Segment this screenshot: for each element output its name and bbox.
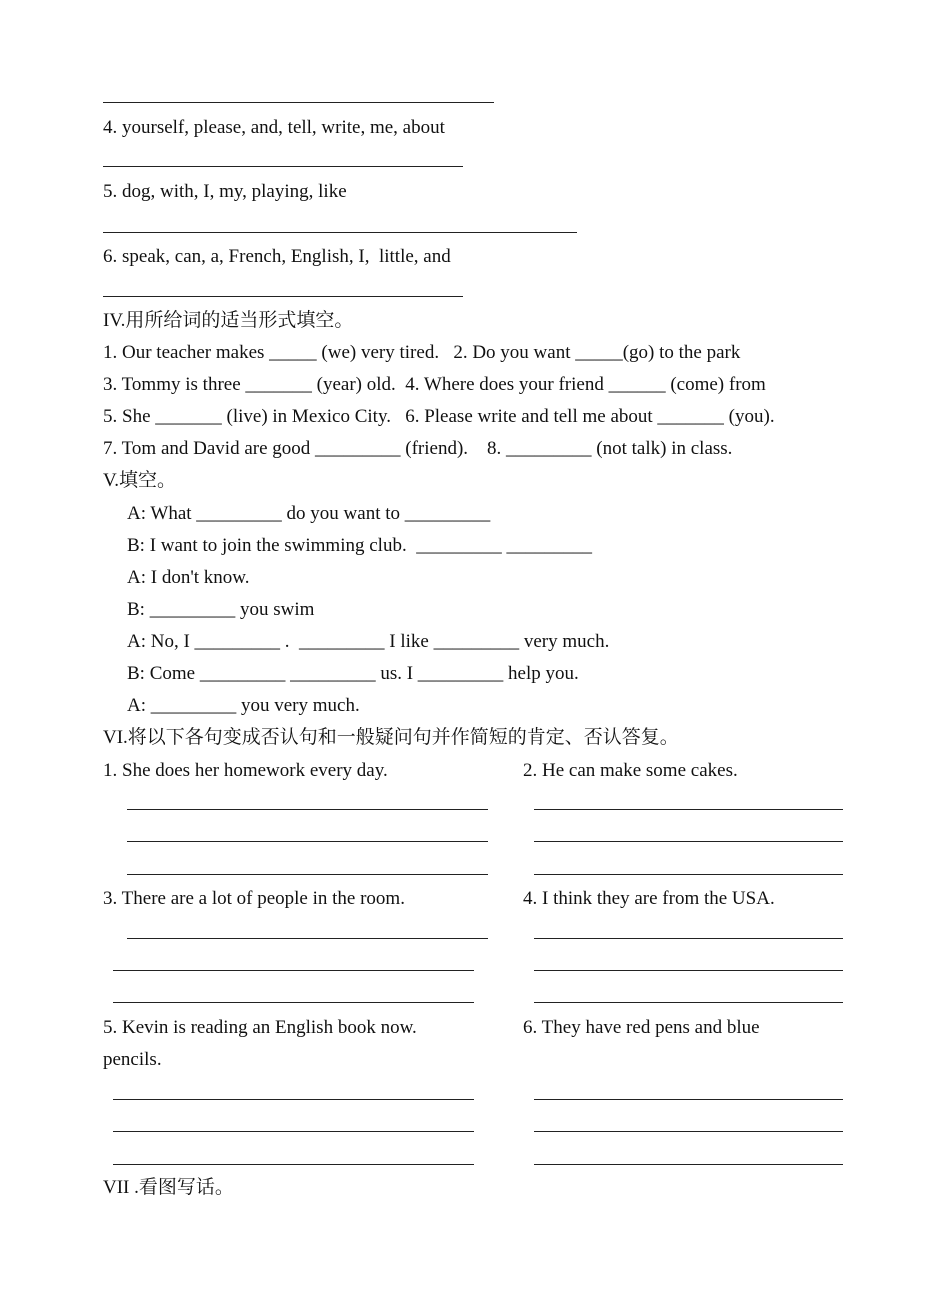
answer-line[interactable] — [127, 841, 488, 842]
section-4-line-1: 1. Our teacher makes _____ (we) very tired. 2. Do you want _____(go) to the park — [103, 342, 741, 363]
section-4-heading: IV.用所给词的适当形式填空。 — [103, 310, 354, 331]
question-6-5: 5. Kevin is reading an English book now. — [103, 1017, 417, 1038]
dialogue-line: A: What _________ do you want to _________ — [127, 503, 491, 524]
answer-line[interactable] — [103, 166, 463, 167]
question-3-5: 5. dog, with, I, my, playing, like — [103, 181, 347, 202]
dialogue-line: A: _________ you very much. — [127, 695, 360, 716]
answer-line[interactable] — [534, 841, 843, 842]
answer-line[interactable] — [113, 1131, 474, 1132]
section-5-heading: V.填空。 — [103, 470, 177, 491]
answer-line[interactable] — [534, 1002, 843, 1003]
answer-line[interactable] — [127, 874, 488, 875]
answer-line[interactable] — [534, 1099, 843, 1100]
answer-line[interactable] — [127, 938, 488, 939]
answer-line[interactable] — [113, 1164, 474, 1165]
question-6-3: 3. There are a lot of people in the room. — [103, 888, 405, 909]
answer-line[interactable] — [113, 970, 474, 971]
section-6-heading: VI.将以下各句变成否认句和一般疑问句并作简短的肯定、否认答复。 — [103, 727, 679, 748]
question-3-6: 6. speak, can, a, French, English, I, little, and — [103, 246, 451, 267]
answer-line[interactable] — [534, 938, 843, 939]
answer-line[interactable] — [103, 296, 463, 297]
answer-line[interactable] — [534, 1164, 843, 1165]
answer-line[interactable] — [127, 809, 488, 810]
answer-line[interactable] — [113, 1002, 474, 1003]
answer-line[interactable] — [103, 232, 577, 233]
dialogue-line: A: No, I _________ . _________ I like _________ very much. — [127, 631, 610, 652]
answer-line[interactable] — [113, 1099, 474, 1100]
question-6-4: 4. I think they are from the USA. — [523, 888, 775, 909]
question-6-2: 2. He can make some cakes. — [523, 760, 738, 781]
dialogue-line: B: Come _________ _________ us. I _________ help you. — [127, 663, 579, 684]
question-3-4: 4. yourself, please, and, tell, write, me, about — [103, 117, 445, 138]
question-6-5-continued: pencils. — [103, 1049, 162, 1070]
dialogue-line: B: _________ you swim — [127, 599, 315, 620]
dialogue-line: A: I don't know. — [127, 567, 250, 588]
answer-line[interactable] — [534, 970, 843, 971]
section-4-line-3: 5. She _______ (live) in Mexico City. 6. Please write and tell me about _______ (you). — [103, 406, 775, 427]
answer-line[interactable] — [534, 809, 843, 810]
answer-line[interactable] — [103, 102, 494, 103]
answer-line[interactable] — [534, 1131, 843, 1132]
answer-line[interactable] — [534, 874, 843, 875]
question-6-6: 6. They have red pens and blue — [523, 1017, 760, 1038]
section-7-heading: VII .看图写话。 — [103, 1177, 234, 1198]
section-4-line-2: 3. Tommy is three _______ (year) old. 4. Where does your friend ______ (come) from — [103, 374, 766, 395]
dialogue-line: B: I want to join the swimming club. _________ _________ — [127, 535, 592, 556]
question-6-1: 1. She does her homework every day. — [103, 760, 388, 781]
section-4-line-4: 7. Tom and David are good _________ (friend). 8. _________ (not talk) in class. — [103, 438, 733, 459]
